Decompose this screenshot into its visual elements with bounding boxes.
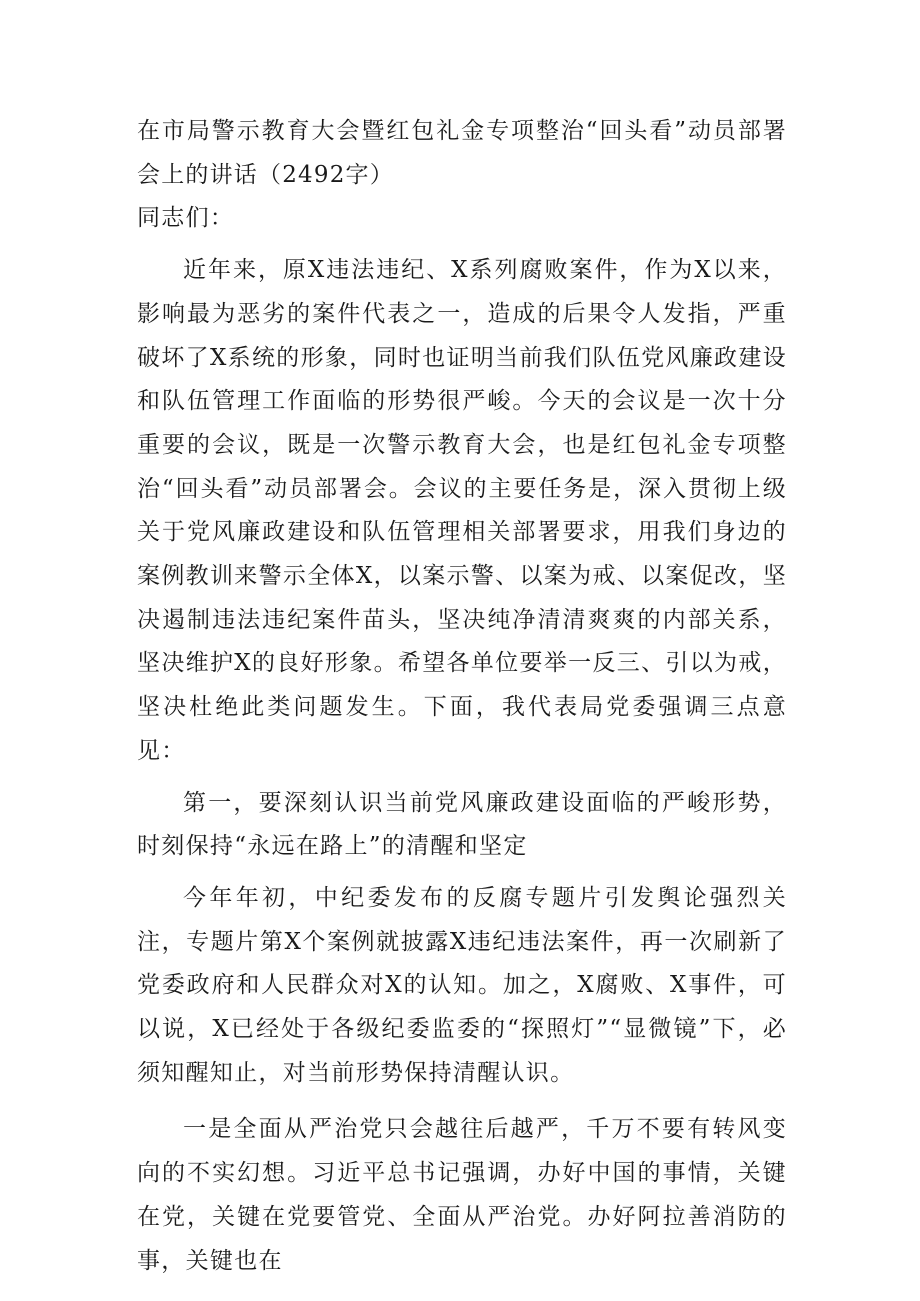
salutation: 同志们： bbox=[137, 205, 235, 232]
section-heading-first: 第一，要深刻认识当前党风廉政建设面临的严峻形势，时刻保持“永远在路上”的清醒和坚定 bbox=[137, 789, 787, 860]
paragraph-intro: 近年来，原X违法违纪、X系列腐败案件，作为X以来，影响最为恶劣的案件代表之一，造成的后果令人发指，严重破坏了X系统的形象，同时也证明当前我们队伍党风廉政建设和队伍管理工作面临的形势很严峻。今天的会议是一次十分重要的会议，既是一次警示教育大会，也是红包礼金专项整治“回头看”动员部署会。会议的主要任务是，深入贯彻上级关于党风廉政建设和队伍管理相关部署要求，用我们身边的案例教训来警示全体X，以案示警、以案为戒、以案促改，坚决遏制违法违纪案件苗头，坚决纯净清清爽爽的内部关系，坚决维护X的良好形象。希望各单位要举一反三、引以为戒，坚决杜绝此类问题发生。下面，我代表局党委强调三点意见： bbox=[137, 257, 787, 764]
document-body bbox=[137, 110, 787, 1283]
paragraph-situation: 今年年初，中纪委发布的反腐专题片引发舆论强烈关注，专题片第X个案例就披露X违纪违法案件，再一次刷新了党委政府和人民群众对X的认知。加之，X腐败、X事件，可以说，X已经处于各级纪委监委的“探照灯”“显微镜”下，必须知醒知止，对当前形势保持清醒认识。 bbox=[137, 884, 787, 1086]
document-title: 在市局警示教育大会暨红包礼金专项整治“回头看”动员部署会上的讲话（2492字） bbox=[137, 118, 787, 188]
paragraph-point-one: 一是全面从严治党只会越往后越严，千万不要有转风变向的不实幻想。习近平总书记强调，办好中国的事情，关键在党，关键在党要管党、全面从严治党。办好阿拉善消防的事，关键也在 bbox=[137, 1116, 787, 1274]
